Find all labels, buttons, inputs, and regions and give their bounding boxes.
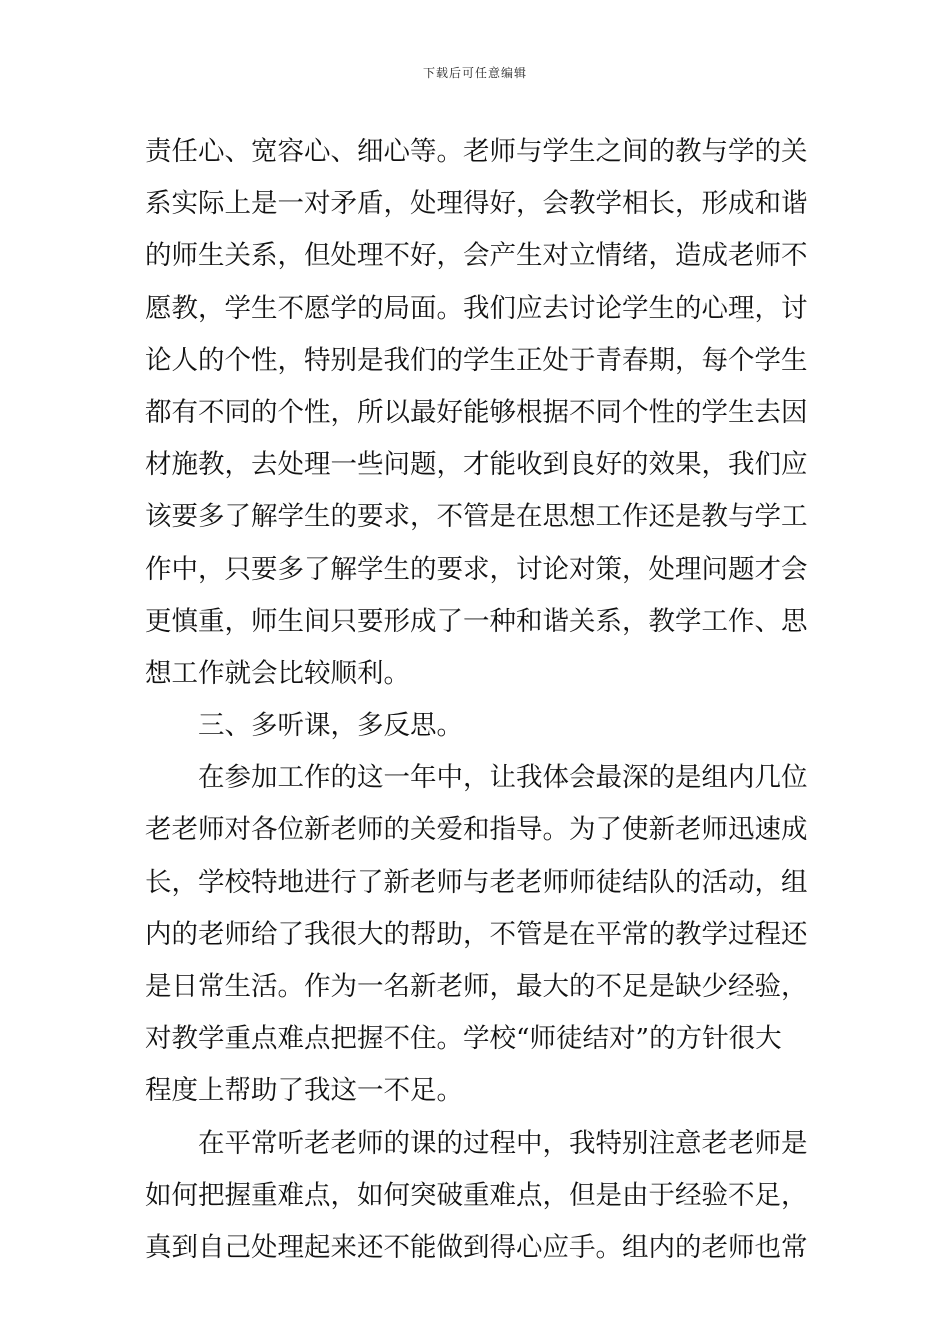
text-line: 程度上帮助了我这一不足。 — [145, 1075, 463, 1107]
text-line: 系实际上是一对矛盾，处理得好，会教学相长，形成和谐 — [145, 188, 808, 220]
text-line: 在参加工作的这一年中，让我体会最深的是组内几位 — [198, 762, 808, 794]
text-line: 该要多了解学生的要求，不管是在思想工作还是教与学工 — [145, 501, 808, 533]
text-line: 真到自己处理起来还不能做到得心应手。组内的老师也常 — [145, 1231, 808, 1263]
document-body — [145, 126, 810, 1274]
text-line: 愿教，学生不愿学的局面。我们应去讨论学生的心理，讨 — [145, 292, 808, 324]
text-line: 的师生关系，但处理不好，会产生对立情绪，造成老师不 — [145, 240, 808, 272]
text-line: 都有不同的个性，所以最好能够根据不同个性的学生去因 — [145, 396, 808, 428]
text-line: 老老师对各位新老师的关爱和指导。为了使新老师迅速成 — [145, 814, 808, 846]
text-line: 想工作就会比较顺利。 — [145, 657, 410, 689]
text-line: 责任心、宽容心、细心等。老师与学生之间的教与学的关 — [145, 136, 808, 167]
page-header: 下载后可任意编辑 — [422, 66, 527, 80]
text-line: 如何把握重难点，如何突破重难点，但是由于经验不足， — [145, 1179, 808, 1211]
text-line: 是日常生活。作为一名新老师，最大的不足是缺少经验， — [145, 971, 808, 1002]
section-heading: 三、多听课，多反思。 — [198, 710, 463, 742]
text-line: 在平常听老老师的课的过程中，我特别注意老老师是 — [198, 1127, 808, 1159]
text-line: 内的老师给了我很大的帮助，不管是在平常的教学过程还 — [145, 918, 808, 950]
text-line: 长，学校特地进行了新老师与老老师师徒结队的活动，组 — [145, 866, 808, 898]
text-line: 作中，只要多了解学生的要求，讨论对策，处理问题才会 — [145, 553, 808, 585]
text-line: 论人的个性，特别是我们的学生正处于青春期，每个学生 — [145, 344, 808, 376]
text-line: 更慎重，师生间只要形成了一种和谐关系，教学工作、思 — [145, 605, 808, 637]
text-line: 对教学重点难点把握不住。学校“师徒结对”的方针很大 — [145, 1023, 782, 1055]
text-line: 材施教，去处理一些问题，才能收到良好的效果，我们应 — [145, 449, 808, 481]
